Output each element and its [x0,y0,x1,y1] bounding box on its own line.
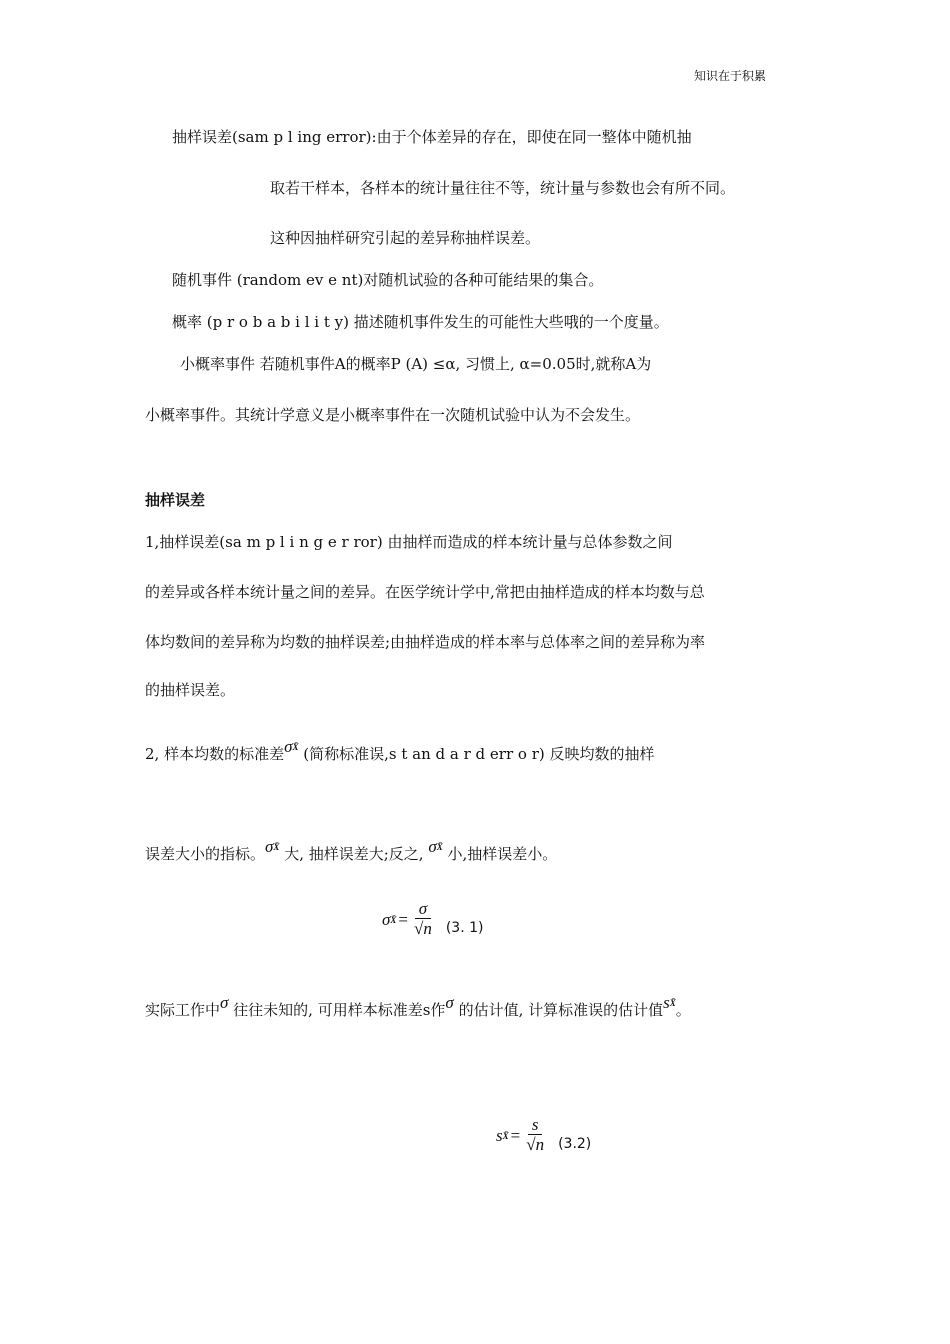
sigma-xbar-symbol: σX̄ [265,837,280,856]
sigma-xbar-symbol: σX̄ [428,837,443,856]
formula-denominator: √n [526,1135,545,1154]
formula-numerator: σ [415,900,431,919]
sigma-xbar-symbol: σX̄ [284,737,299,756]
formula-number: (3. 1) [445,919,484,936]
paragraph-text: 大, 抽样误差大;反之, [279,845,429,863]
formula-lhs: σX̄ [382,909,397,929]
paragraph-text: 。 [675,1001,691,1019]
paragraph-text: 误差大小的指标。 [145,845,266,863]
paragraph-text: (简称标准误,s t an d a r d err o r) 反映均数的抽样 [298,745,655,763]
formula-number: (3.2) [558,1135,592,1152]
definition-probability: 概率 (p r o b a b i l i t y) 描述随机事件发生的可能性大些哦的一个度量。 [172,313,669,331]
section-heading: 抽样误差 [145,491,206,509]
definition-small-probability-cont: 小概率事件。其统计学意义是小概率事件在一次随机试验中认为不会发生。 [145,406,641,424]
formula-numerator: s [528,1116,543,1135]
page-header: 知识在于积累 [694,69,767,83]
definition-sampling-error-cont1: 取若干样本，各样本的统计量往往不等，统计量与参数也会有所不同。 [270,179,736,197]
paragraph-text: 的估计值, 计算标准误的估计值 [453,1001,664,1019]
sigma-symbol: σ [220,993,229,1012]
definition-random-event: 随机事件 (random ev e nt)对随机试验的各种可能结果的集合。 [172,271,604,289]
formula-denominator: √n [414,919,432,938]
definition-small-probability: 小概率事件 若随机事件A的概率P (A) ≤α, 习惯上, α=0.05时,就称A为 [180,355,652,373]
formula-fraction [526,1116,544,1155]
paragraph-estimate [145,993,691,1022]
paragraph-standard-error [145,737,655,766]
paragraph-line: 的抽样误差。 [145,681,236,699]
formula-fraction [414,900,432,939]
paragraph-indicator [145,837,558,866]
paragraph-text: 2, 样本均数的标准差 [145,745,285,763]
paragraph-line: 的差异或各样本统计量之间的差异。在医学统计学中,常把由抽样造成的样本均数与总 [145,583,705,601]
paragraph-line: 1,抽样误差(sa m p l i n g e r ror) 由抽样而造成的样本统计量与总体参数之间 [145,533,673,551]
formula-3-1: σX̄ = $\frac{\sigma}{√n}$ (3. 1) [382,899,484,938]
s-xbar-symbol: sX̄ [663,993,676,1012]
formula-lhs: sX̄ [496,1125,509,1145]
paragraph-text: 实际工作中 [145,1001,221,1019]
definition-sampling-error: 抽样误差(sam p l ing error):由于个体差异的存在，即使在同一整体中随机抽 [172,128,692,146]
definition-sampling-error-cont2: 这种因抽样研究引起的差异称抽样误差。 [270,229,541,247]
paragraph-line: 体均数间的差异称为均数的抽样误差;由抽样造成的样本率与总体率之间的差异称为率 [145,633,706,651]
formula-3-2: sX̄ = $\frac{s}{√n}$ (3.2) [496,1115,592,1154]
paragraph-text: 小,抽样误差小。 [442,845,558,863]
sigma-symbol: σ [445,993,454,1012]
paragraph-text: 往往未知的, 可用样本标准差s作 [228,1001,446,1019]
